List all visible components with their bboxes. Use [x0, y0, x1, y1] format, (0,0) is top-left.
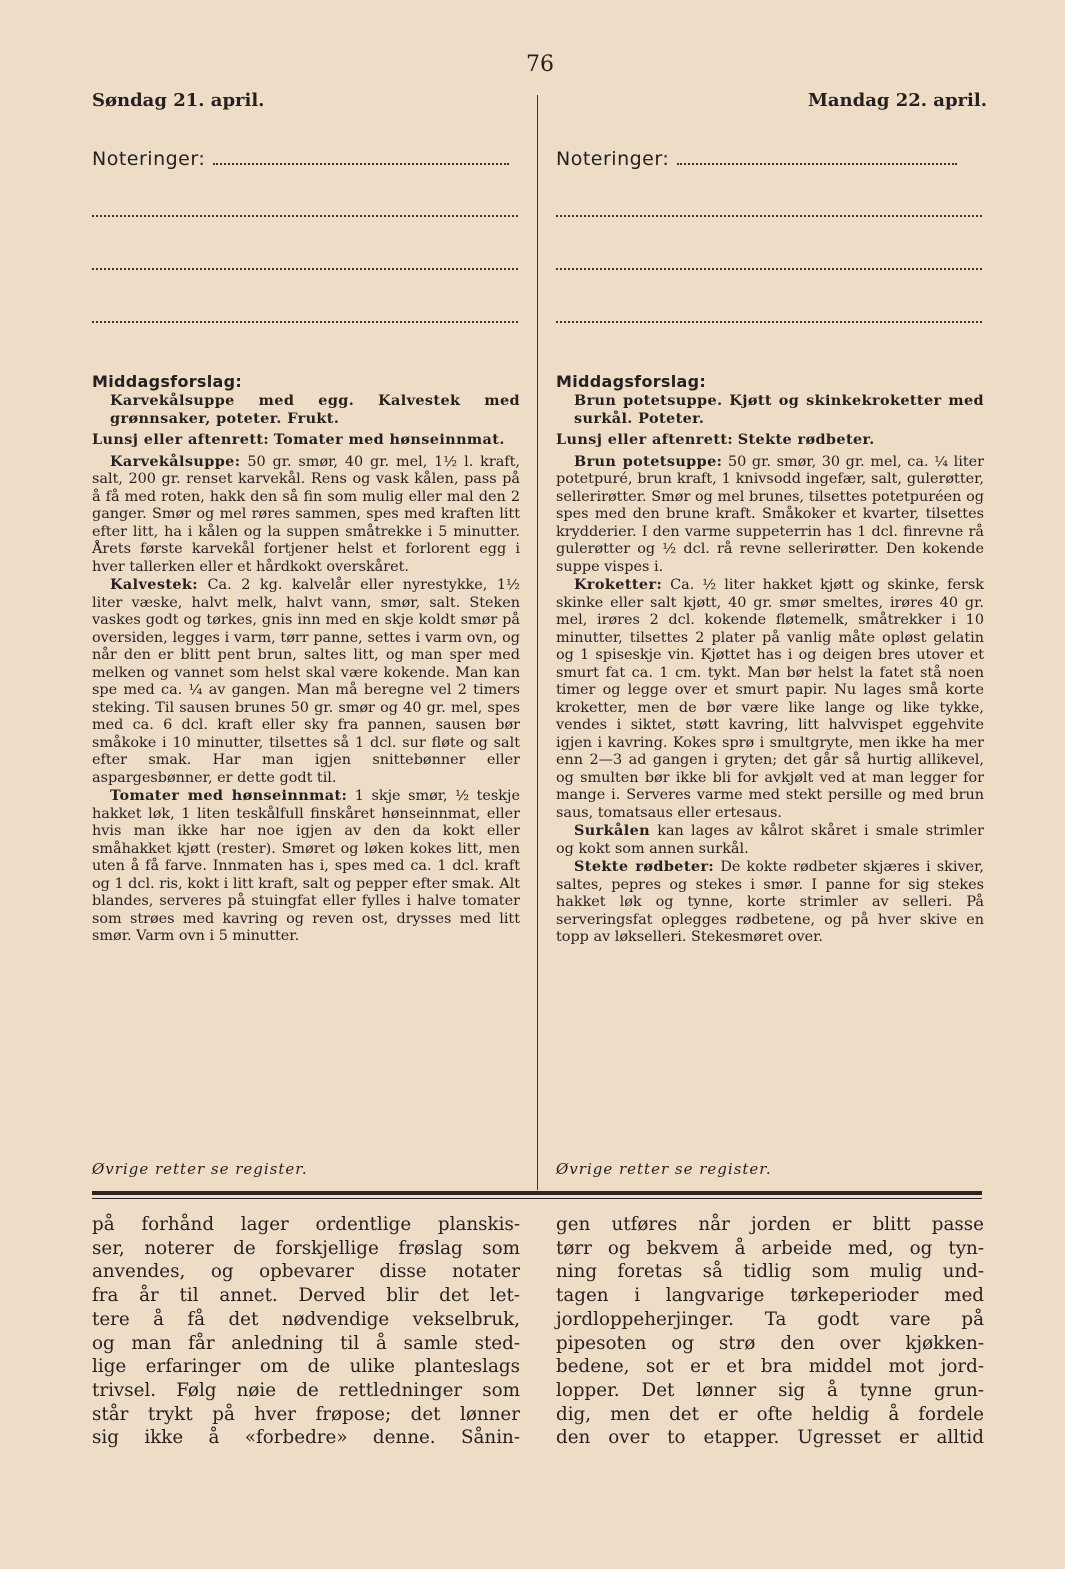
day-heading-right: Mandag 22. april. — [807, 90, 987, 111]
recipe-title: Surkålen — [574, 822, 651, 839]
text-line: tere å få det nødvendige vekselbruk, — [92, 1308, 520, 1330]
lunch-dish: Tomater med hønseinnmat. — [273, 431, 505, 448]
text-line: sig ikke å «forbedre» denne. Sånin- — [92, 1427, 520, 1449]
text-line: anvendes, og opbevarer disse notater — [92, 1261, 520, 1283]
recipe-paragraph — [556, 858, 984, 947]
see-register: Øvrige retter se register. — [92, 1160, 308, 1178]
notes-line — [92, 215, 518, 217]
notes-section-left — [92, 148, 509, 170]
notes-line — [556, 268, 982, 270]
recipe-title: Kalvestek: — [110, 576, 199, 593]
suggestion-label: Middagsforslag: — [92, 372, 243, 391]
notes-line — [92, 321, 518, 323]
column-divider — [537, 95, 538, 1190]
recipe-paragraph — [556, 576, 984, 822]
notes-section-right — [556, 148, 957, 170]
text-line: bedene, sot er et bra middel mot jord- — [556, 1356, 984, 1378]
text-line: og man får anledning til å samle sted- — [92, 1332, 520, 1354]
text-line: jordloppeherjinger. Ta godt vare på — [556, 1308, 984, 1330]
menu: Brun potetsuppe. Kjøtt og skinkekroketter med surkål. Poteter. — [574, 392, 984, 427]
recipe-body: 1 skje smør, ½ teskje hakket løk, 1 liten teskålfull finskåret hønseinnmat, eller hvis man ikke har noe igjen av den da kokt eller småhakket kjøtt (rester). Smøret og løken kokes litt, men uten å få farve. Innmaten has i, spes med ca. 1 dcl. kraft og 1 dcl. ris, kokt i litt kraft, salt og pepper efter smak. Alt blandes, serveres på stuingfat eller fylles i halve tomater som strøes med kavring og reven ost, drysses med litt smør. Varm ovn i 5 minutter. — [92, 788, 521, 944]
text-line: tørr og bekvem å arbeide med, og tyn- — [556, 1237, 984, 1259]
recipe-paragraph — [556, 822, 984, 858]
text-line: lopper. Det lønner sig å tynne grun- — [556, 1379, 984, 1401]
recipe-title: Tomater med hønseinnmat: — [110, 787, 348, 804]
recipe-body: De kokte rødbeter skjæres i skiver, saltes, pepres og stekes i smør. I panne for sig stekes hakket løk og tynne, korte strimler av selleri. På serveringsfat oplegges rødbetene, og på hver skive en topp av løkselleri. Stekesmøret over. — [556, 859, 984, 945]
suggestion-label: Middagsforslag: — [556, 372, 707, 391]
text-line: den over to etapper. Ugresset er alltid — [556, 1427, 984, 1449]
recipe-title: Brun potetsuppe: — [574, 452, 723, 470]
text-line: på forhånd lager ordentlige planskis- — [92, 1214, 520, 1235]
separator-thick-rule — [92, 1191, 982, 1195]
recipe-paragraph — [556, 453, 984, 577]
text-line: står trykt på hver frøpose; det lønner — [92, 1403, 520, 1425]
day-heading-left: Søndag 21. april. — [92, 90, 265, 111]
recipe-text-left — [92, 392, 520, 946]
recipe-text-right — [556, 392, 984, 947]
lunch-heading: Lunsj eller aftenrett: — [556, 431, 734, 448]
recipe-title: Karvekålsuppe: — [110, 452, 241, 470]
text-line: gen utføres når jorden er blitt passe — [556, 1214, 984, 1235]
menu: Karvekålsuppe med egg. Kalvestek med grønnsaker, poteter. Frukt. — [110, 392, 520, 427]
recipe-title: Stekte rødbeter: — [574, 858, 715, 875]
separator-thin-rule — [92, 1198, 982, 1199]
lunch-dish: Stekte rødbeter. — [737, 431, 875, 448]
notes-dots — [677, 163, 957, 165]
recipe-paragraph — [92, 576, 520, 787]
text-line: ser, noterer de forskjellige frøslag som — [92, 1237, 520, 1259]
body-text-left — [92, 1213, 520, 1450]
lunch-heading: Lunsj eller aftenrett: — [92, 431, 270, 448]
text-line: lige erfaringer om de ulike planteslags — [92, 1356, 520, 1378]
recipe-body: Ca. ½ liter hakket kjøtt og skinke, fersk skinke eller salt kjøtt, 40 gr. smør smeltes, irøres 40 gr. mel, irøres 2 dcl. kokende fløtemelk, småtrekker i 10 minutter, tilsettes 2 plater på vanlig måte opløst gelatin og 1 spiseskje vin. Kjøttet has i og deigen bres utover et smurt fat ca. 1 cm. tykt. Man bør helst la fatet stå noen timer og legge over et smurt papir. Nu lages små korte kroketter, men de bør være like lange og like tykke, vendes i siktet, støtt kavring, litt halvvispet eggehvite igjen i kavring. Kokes sprø i smultgryte, men ikke ha mer enn 2—3 ad gangen i gryten; det går så hurtig allikevel, og smulten bør ikke bli for avkjølt ved at man legger for mange i. Serveres varme med stekt persille og med brun saus, tomatsaus eller ertesaus. — [556, 577, 984, 821]
text-line: ning foretas så tidlig som mulig und- — [556, 1261, 984, 1283]
notes-label: Noteringer: — [92, 148, 206, 170]
lunch-line — [556, 431, 984, 450]
recipe-body: 50 gr. smør, 40 gr. mel, 1½ l. kraft, salt, 200 gr. renset karvekål. Rens og vask kålen, pass på å få med roten, hakk den så fin som mulig eller mal den 2 ganger. Smør og mel røres sammen, spes med kraften litt efter litt, ha i kålen og la suppen småtrekke i 5 minutter. Årets første karvekål fortjener helst et forlorent egg i hver tallerken eller et hårdkokt overskåret. — [92, 453, 520, 575]
text-line: fra år til annet. Derved blir det let- — [92, 1285, 520, 1307]
text-line: pipesoten og strø den over kjøkken- — [556, 1332, 984, 1354]
recipe-paragraph — [92, 453, 520, 577]
text-line: tagen i langvarige tørkeperioder med — [556, 1285, 984, 1307]
recipe-body: Ca. 2 kg. kalvelår eller nyrestykke, 1½ liter væske, halvt melk, halvt vann, smør, salt. Steken vaskes godt og tørkes, gnis inn med en skje koldt smør på oversiden, legges i varm, tørr panne, settes i varm ovn, og når den er blitt pent brun, saltes litt, og man sper med melken og vannet som helst skal være kokende. Man kan spe med ca. ¼ av gangen. Man må beregne vel 2 timers steking. Til sausen brunes 50 gr. smør og 40 gr. mel, spes med ca. 6 dcl. kraft eller sky fra pannen, sausen bør småkoke i 10 minutter, tilsettes så 1 dcl. sur fløte og salt efter smak. Har man igjen snittebønner eller aspargesbønner, er dette godt til. — [92, 577, 520, 786]
page-number: 76 — [526, 52, 554, 77]
notes-line — [556, 215, 982, 217]
notes-dots — [213, 163, 509, 165]
recipe-body: kan lages av kålrot skåret i smale strimler og kokt som annen surkål. — [556, 823, 985, 857]
recipe-title: Kroketter: — [574, 576, 663, 593]
notes-line — [92, 268, 518, 270]
notes-line — [556, 321, 982, 323]
lunch-line — [92, 431, 520, 450]
recipe-paragraph — [92, 787, 520, 946]
recipe-body: 50 gr. smør, 30 gr. mel, ca. ¼ liter potetpuré, brun kraft, 1 knivsodd ingefær, salt, gulerøtter, sellerirøtter. Smør og mel brunes, tilsettes potetpuréen og spes med den brune kraft. Småkoker et kvarter, tilsettes krydderier. I den varme suppeterrin has 1 dcl. finrevne rå gulerøtter og ½ dcl. rå revne sellerirøtter. Den kokende suppe vispes i. — [556, 453, 984, 575]
notes-label: Noteringer: — [556, 148, 670, 170]
text-line: trivsel. Følg nøie de rettledninger som — [92, 1379, 520, 1401]
body-text-right — [556, 1213, 984, 1450]
text-line: dig, men det er ofte heldig å fordele — [556, 1403, 984, 1425]
see-register: Øvrige retter se register. — [556, 1160, 772, 1178]
